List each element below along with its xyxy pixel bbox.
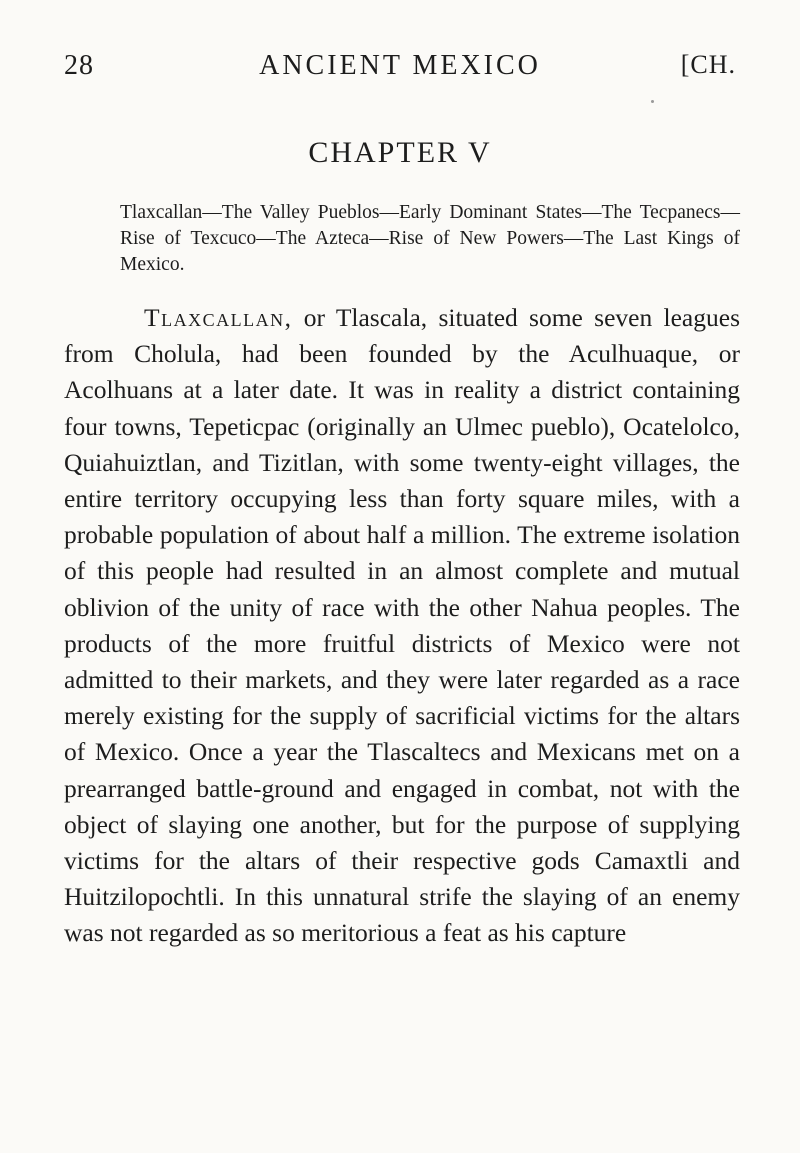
running-head [64,50,736,90]
page-number: 28 [64,50,94,81]
lead-word: Tlaxcallan, [144,303,293,332]
paragraph-text: or Tlascala, situated some seven leagues from Cholula, had been founded by the Aculhuaque, or Acolhuans at a later date. It was in reality a district containing four towns, Tepeticpac (originally an Ulmec pueblo), Ocatelolco, Quiahuiztlan, and Tizitlan, with some twenty-eight villages, the entire territory occupying less than forty square miles, with a probable population of about half a million. The extreme isolation of this people had resulted in an almost complete and mutual oblivion of the unity of race with the other Nahua peoples. The products of the more fruitful districts of Mexico were not admitted to their markets, and they were later regarded as a race merely existing for the supply of sacrificial victims for the altars of Mexico. Once a year the Tlascaltecs and Mexicans met on a prearranged battle-ground and engaged in combat, not with the object of slaying one another, but for the purpose of supplying victims for the altars of their respective gods Camaxtli and Huitzilopochtli. In this unnatural strife the slaying of an enemy was not regarded as so meritorious a feat as his capture [64,303,740,948]
chapter-synopsis: Tlaxcallan—The Valley Pueblos—Early Dominant States—The Tecpanecs—Rise of Texcuco—The Azteca—Rise of New Powers—The Last Kings of Mexico. [120,202,740,275]
running-title: ANCIENT MEXICO [259,50,541,81]
running-chapter-abbrev: [CH. [680,50,736,79]
chapter-heading: CHAPTER V [308,136,492,169]
print-speck-icon [651,100,654,103]
body-paragraph [64,300,740,952]
